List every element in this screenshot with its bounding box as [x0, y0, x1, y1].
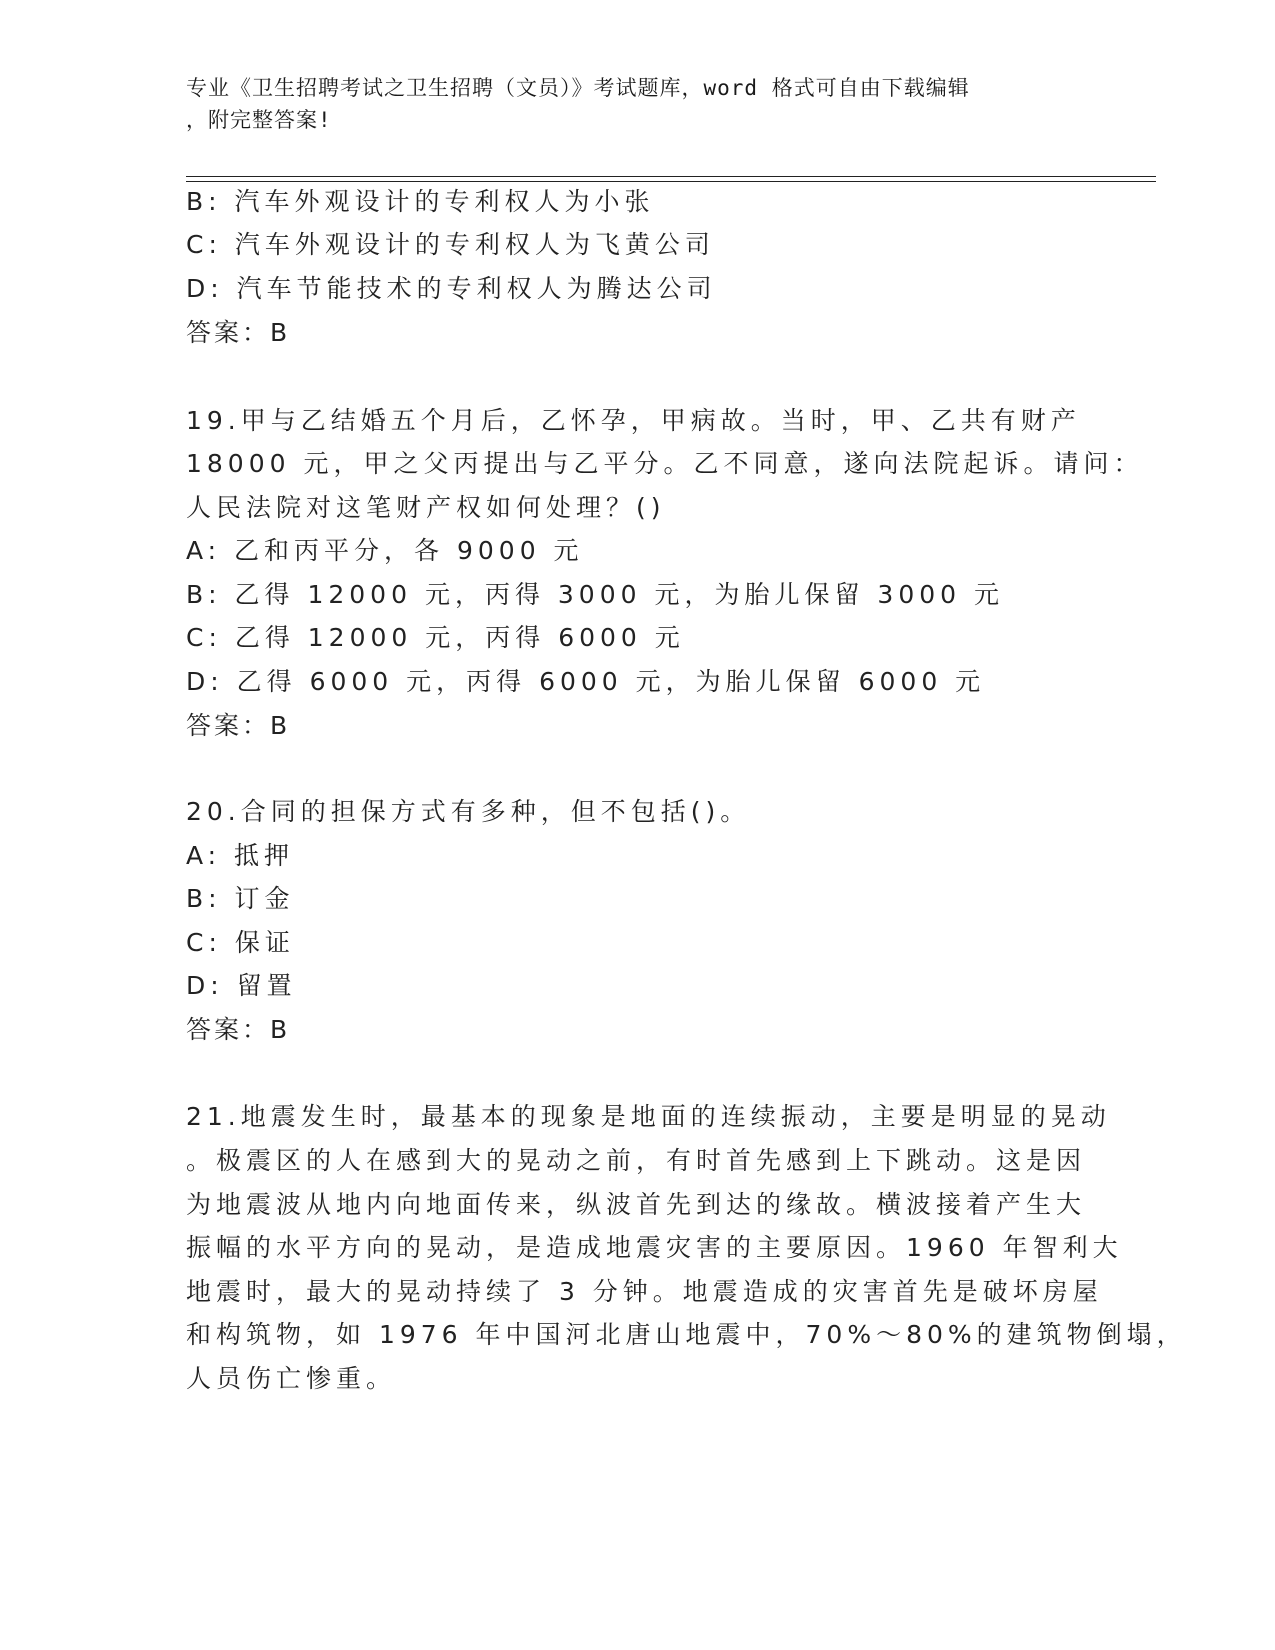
- q20-option-d: D: 留置: [186, 971, 297, 1000]
- q19-option-a: A: 乙和丙平分，各 9000 元: [186, 536, 584, 565]
- q19-stem-line-1: 19.甲与乙结婚五个月后，乙怀孕，甲病故。当时，甲、乙共有财产: [186, 406, 1081, 435]
- q21-stem-line-3: 为地震波从地内向地面传来，纵波首先到达的缘故。横波接着产生大: [186, 1190, 1087, 1219]
- q18-option-b: B: 汽车外观设计的专利权人为小张: [186, 187, 655, 216]
- document-header: [186, 72, 1086, 136]
- q21-stem-line-6: 和构筑物，如 1976 年中国河北唐山地震中，70%～80%的建筑物倒塌，: [186, 1320, 1187, 1349]
- q18-option-c: C: 汽车外观设计的专利权人为飞黄公司: [186, 230, 715, 259]
- q20-option-b: B: 订金: [186, 884, 295, 913]
- q19-option-b: B: 乙得 12000 元，丙得 3000 元，为胎儿保留 3000 元: [186, 580, 1004, 609]
- q20-answer: 答案：B: [186, 1015, 291, 1044]
- header-divider-bottom: [186, 181, 1156, 182]
- q20-stem: 20.合同的担保方式有多种，但不包括()。: [186, 797, 751, 826]
- q20-option-a: A: 抵押: [186, 841, 295, 870]
- header-line-2: ，附完整答案!: [186, 108, 332, 132]
- q21-stem-line-4: 振幅的水平方向的晃动，是造成地震灾害的主要原因。1960 年智利大: [186, 1233, 1123, 1262]
- q20-option-c: C: 保证: [186, 928, 295, 957]
- q21-stem-line-5: 地震时，最大的晃动持续了 3 分钟。地震造成的灾害首先是破坏房屋: [186, 1277, 1103, 1306]
- q19-option-d: D: 乙得 6000 元，丙得 6000 元，为胎儿保留 6000 元: [186, 667, 986, 696]
- q21-stem-line-7: 人员伤亡惨重。: [186, 1364, 397, 1393]
- q21-stem-line-1: 21.地震发生时，最基本的现象是地面的连续振动，主要是明显的晃动: [186, 1102, 1111, 1131]
- q19-stem-line-2: 18000 元，甲之父丙提出与乙平分。乙不同意，遂向法院起诉。请问：: [186, 449, 1144, 478]
- header-divider-top: [186, 176, 1156, 177]
- q19-option-c: C: 乙得 12000 元，丙得 6000 元: [186, 623, 685, 652]
- header-line-1: 专业《卫生招聘考试之卫生招聘（文员）》考试题库，word 格式可自由下载编辑: [186, 76, 970, 100]
- q19-answer: 答案：B: [186, 711, 291, 740]
- q21-stem-line-2: 。极震区的人在感到大的晃动之前，有时首先感到上下跳动。这是因: [186, 1146, 1087, 1175]
- q18-answer: 答案：B: [186, 318, 291, 347]
- q18-option-d: D: 汽车节能技术的专利权人为腾达公司: [186, 274, 717, 303]
- q19-stem-line-3: 人民法院对这笔财产权如何处理？(): [186, 493, 666, 522]
